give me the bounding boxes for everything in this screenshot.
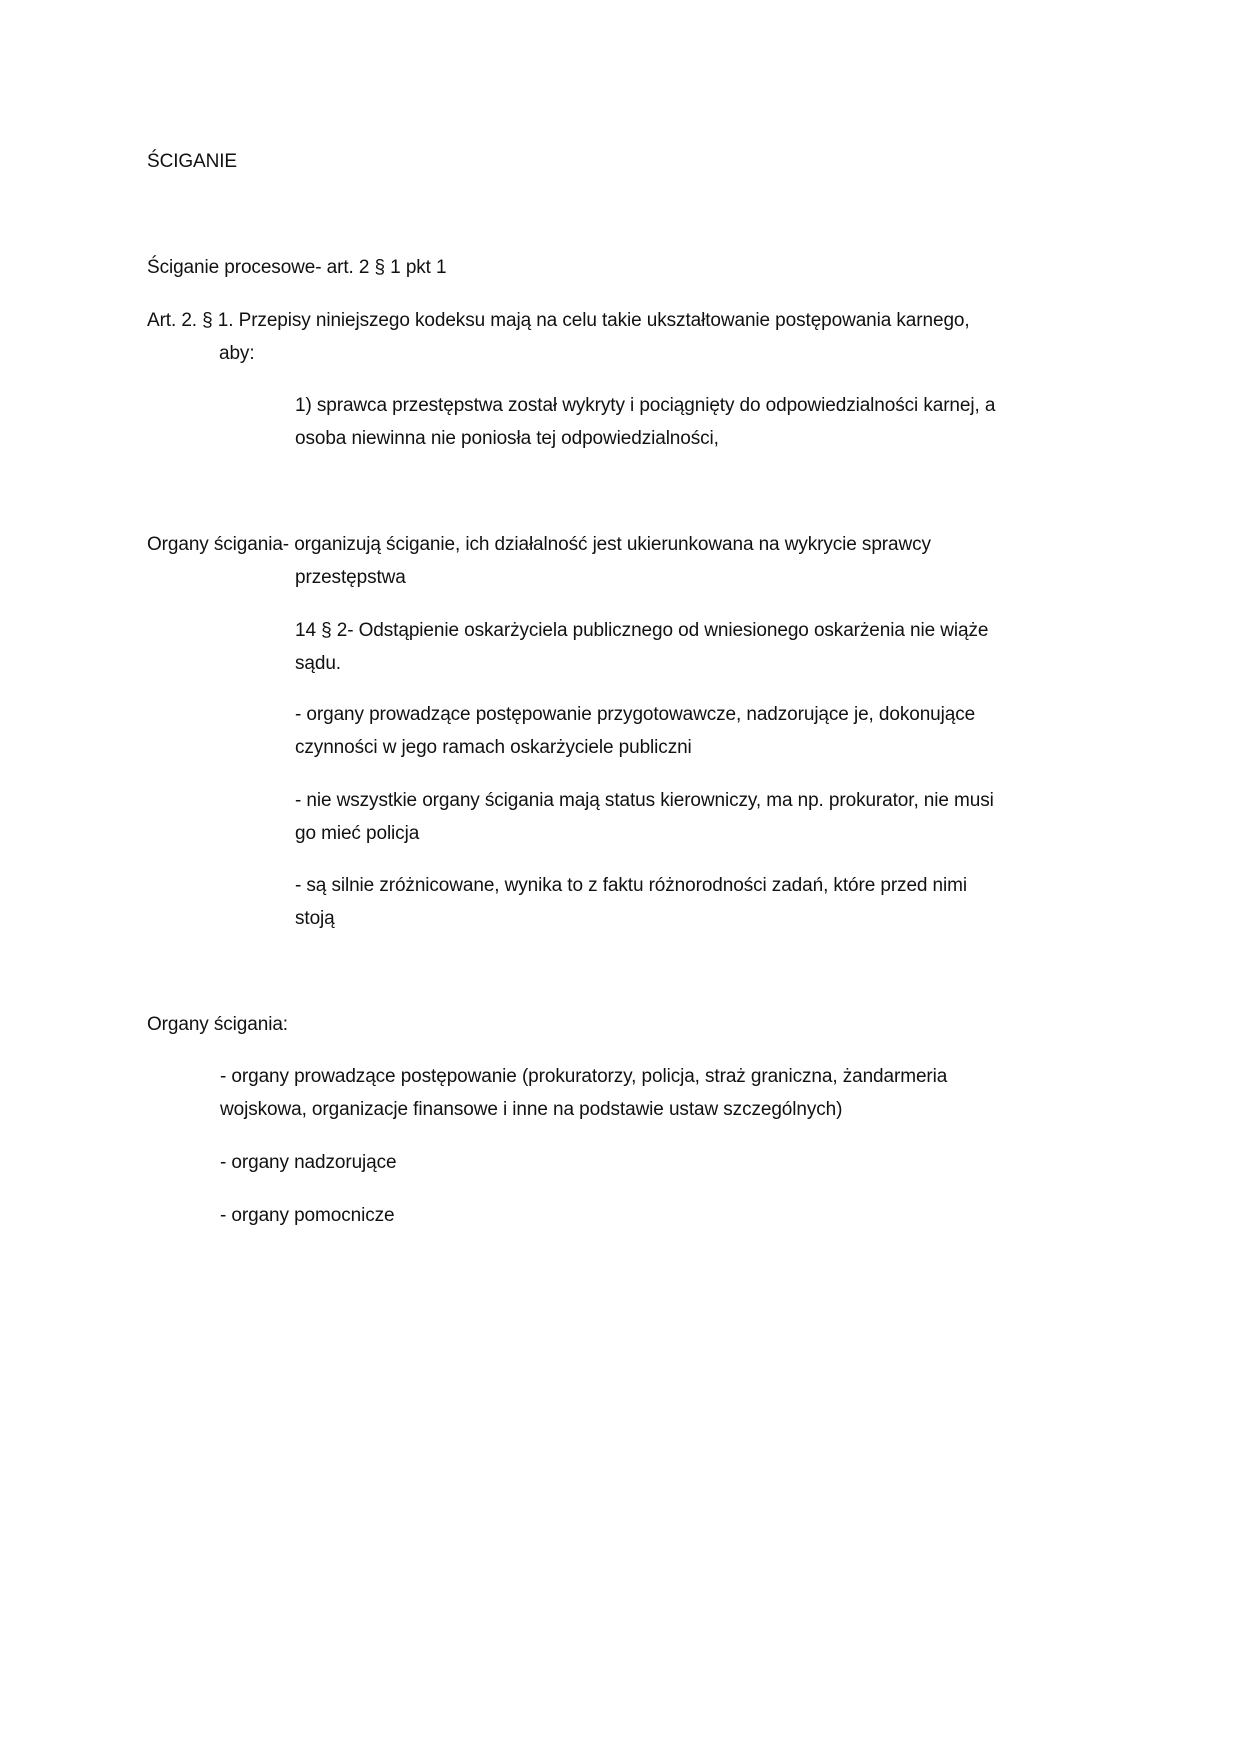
text-line: wojskowa, organizacje finansowe i inne na podstawie ustaw szczególnych) (220, 1099, 843, 1120)
text-line: Ściganie procesowe- art. 2 § 1 pkt 1 (147, 257, 447, 278)
text-line: sądu. (295, 653, 341, 674)
text-line: - są silnie zróżnicowane, wynika to z faktu różnorodności zadań, które przed nimi (295, 875, 967, 896)
text-line: - nie wszystkie organy ścigania mają status kierowniczy, ma np. prokurator, nie musi (295, 790, 994, 811)
text-line: stoją (295, 908, 335, 929)
text-line: - organy pomocnicze (220, 1205, 395, 1226)
text-line: Organy ścigania- organizują ściganie, ich działalność jest ukierunkowana na wykrycie sprawcy (147, 534, 931, 555)
text-line: aby: (219, 343, 255, 364)
text-line: osoba niewinna nie poniosła tej odpowiedzialności, (295, 428, 719, 449)
text-line: Art. 2. § 1. Przepisy niniejszego kodeksu mają na celu takie ukształtowanie postępowania karnego, (147, 310, 970, 331)
text-line: go mieć policja (295, 823, 420, 844)
text-line: 1) sprawca przestępstwa został wykryty i pociągnięty do odpowiedzialności karnej, a (295, 395, 996, 416)
text-line: Organy ścigania: (147, 1014, 288, 1035)
document-title: ŚCIGANIE (147, 151, 237, 172)
text-line: - organy prowadzące postępowanie (prokuratorzy, policja, straż graniczna, żandarmeria (220, 1066, 948, 1087)
text-line: - organy prowadzące postępowanie przygotowawcze, nadzorujące je, dokonujące (295, 704, 976, 725)
text-line: - organy nadzorujące (220, 1152, 397, 1173)
text-line: przestępstwa (295, 567, 406, 588)
text-line: czynności w jego ramach oskarżyciele publiczni (295, 737, 692, 758)
text-line: 14 § 2- Odstąpienie oskarżyciela publicznego od wniesionego oskarżenia nie wiąże (295, 620, 989, 641)
